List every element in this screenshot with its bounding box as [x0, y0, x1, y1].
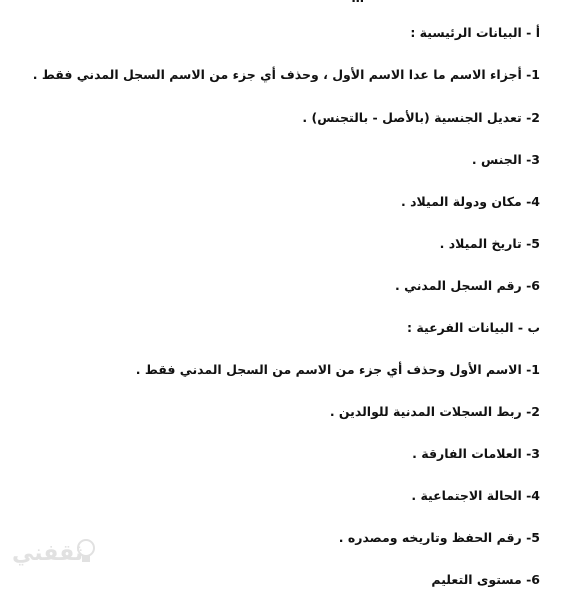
- section-a-item-6: 6- رقم السجل المدني .: [394, 278, 540, 293]
- section-b-item-2: 2- ربط السجلات المدنية للوالدين .: [329, 404, 540, 419]
- section-b-item-1: 1- الاسم الأول وحذف أي جزء من الاسم من السجل المدني فقط .: [135, 362, 540, 377]
- section-a-item-4: 4- مكان ودولة الميلاد .: [400, 194, 540, 209]
- section-b-item-5: 5- رقم الحفظ وتاريخه ومصدره .: [338, 530, 540, 545]
- section-b-item-3: 3- العلامات الفارقة .: [412, 446, 540, 461]
- site-watermark-logo: [8, 528, 100, 580]
- section-b-item-4: 4- الحالة الاجتماعية .: [411, 488, 540, 503]
- section-a-item-1: 1- أجزاء الاسم ما عدا الاسم الأول ، وحذف أي جزء من الاسم السجل المدني فقط .: [32, 67, 540, 82]
- cut-off-heading-line: [352, 0, 365, 7]
- section-a-item-2: 2- تعديل الجنسية (بالأصل - بالتجنس) .: [302, 110, 540, 125]
- section-b-heading: ب - البيانات الفرعية :: [407, 320, 540, 335]
- section-a-item-3: 3- الجنس .: [471, 152, 540, 167]
- section-a-heading: أ - البيانات الرئيسية :: [410, 25, 540, 40]
- section-a-item-5: 5- تاريخ الميلاد .: [439, 236, 540, 251]
- section-b-item-6: 6- مستوى التعليم: [431, 572, 540, 587]
- svg-text:ثقفني: ثقفني: [12, 541, 84, 566]
